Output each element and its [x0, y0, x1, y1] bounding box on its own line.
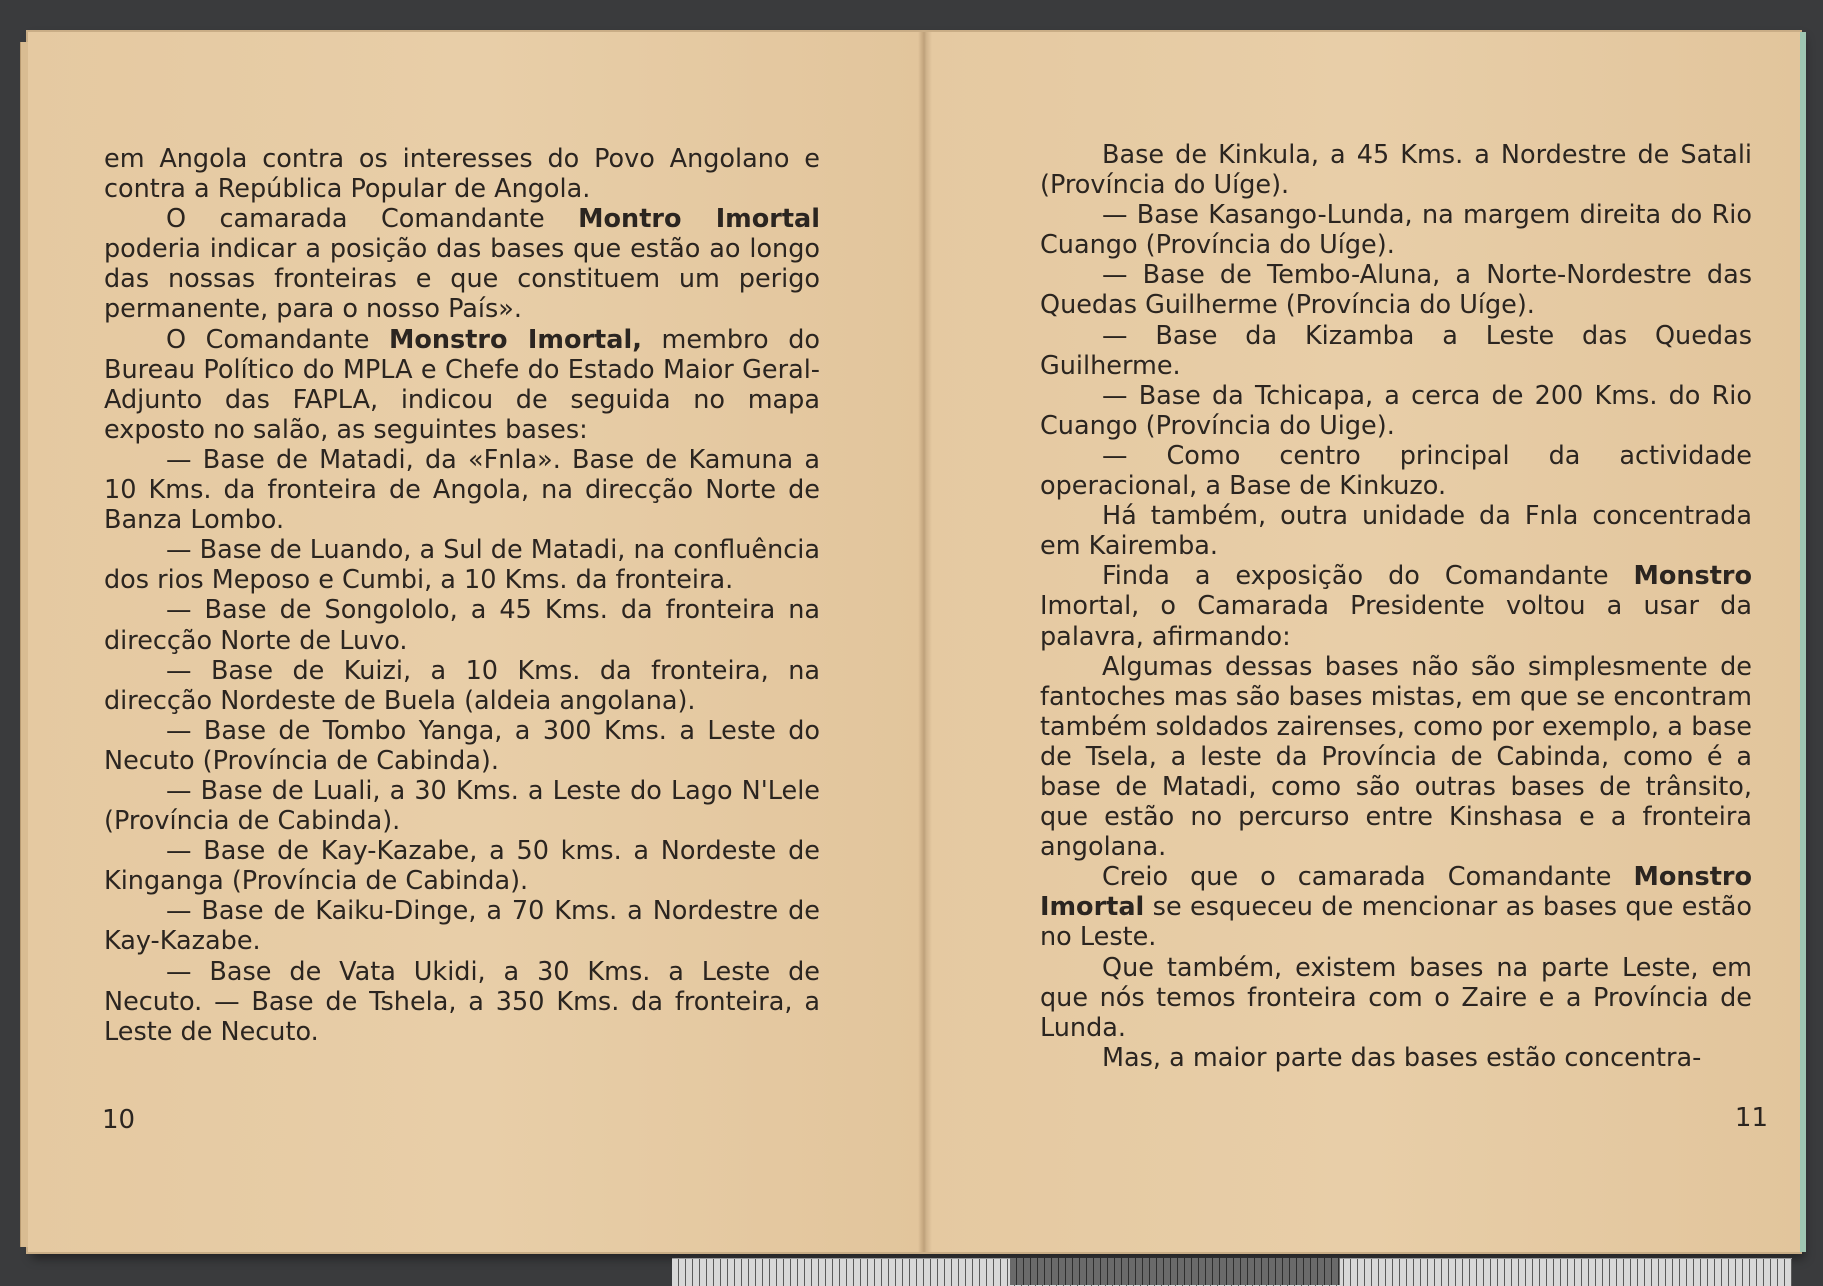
paragraph — [1040, 862, 1752, 952]
page-number-right: 11 — [1734, 1103, 1768, 1133]
bold-name: Monstro Imortal, — [389, 324, 642, 355]
paragraph — [1040, 200, 1752, 260]
text-run: O Comandante — [166, 324, 389, 355]
paragraph — [104, 957, 820, 1047]
right-page-text — [1040, 140, 1752, 1073]
paragraph — [1040, 1043, 1752, 1073]
paragraph — [104, 595, 820, 655]
text-run: Há também, outra unidade da Fnla concentrada em Kairemba. — [1040, 501, 1752, 562]
cover-edge — [1800, 32, 1806, 1252]
paragraph — [104, 716, 820, 776]
bold-name: Montro Imortal — [578, 204, 820, 235]
paragraph — [1040, 441, 1752, 501]
page-number-left: 10 — [102, 1105, 136, 1135]
paragraph — [1040, 381, 1752, 441]
right-page — [924, 32, 1800, 1252]
paragraph — [1040, 561, 1752, 651]
bold-name: Monstro Imortal — [1040, 862, 1752, 923]
text-run: — Como centro principal da actividade operacional, a Base de Kinkuzo. — [1040, 440, 1752, 502]
text-run: — Base de Luali, a 30 Kms. a Leste do Lago N'Lele (Província de Cabinda). — [104, 775, 820, 837]
text-run: — Base de Kuizi, a 10 Kms. da fronteira, na direcção Nordeste de Buela (aldeia angolana). — [104, 655, 820, 716]
text-run: — Base da Kizamba a Leste das Quedas Guilherme. — [1040, 320, 1752, 381]
paragraph — [104, 836, 820, 896]
paragraph — [1040, 260, 1752, 320]
text-run: Mas, a maior parte das bases estão concentra- — [1102, 1042, 1702, 1073]
paragraph — [1040, 140, 1752, 200]
paragraph — [104, 325, 820, 445]
text-run: membro do Bureau Político do MPLA e Chefe do Estado Maior Geral-Adjunto das FAPLA, indicou de seguida no mapa exposto no salão, as seguintes bases: — [104, 324, 820, 445]
text-run: Creio que o camarada Comandante — [1102, 862, 1634, 893]
text-run: Algumas dessas bases não são simplesmente de fantoches mas são bases mistas, em que se encontram também soldados zairenses, como por exemplo, a base de Tsela, a leste da Província de Cabinda, como é a base de Matadi, como são outras bases de trânsito, que estão no percurso entre Kinshasa e a fronteira angolana. — [1040, 651, 1752, 863]
text-run: — Base Kasango-Lunda, na margem direita do Rio Cuango (Província do Uíge). — [1040, 200, 1752, 261]
bold-name: Monstro — [1633, 561, 1752, 592]
text-run: em Angola contra os interesses do Povo Angolano e contra a República Popular de Angola. — [104, 144, 820, 205]
paragraph — [104, 776, 820, 836]
text-run: — Base de Matadi, da «Fnla». Base de Kamuna a 10 Kms. da fronteira de Angola, na direcção Norte de Banza Lombo. — [104, 444, 820, 536]
paragraph — [104, 144, 820, 204]
text-run: — Base da Tchicapa, a cerca de 200 Kms. do Rio Cuango (Província do Uige). — [1040, 380, 1752, 441]
text-run: se esqueceu de mencionar as bases que estão no Leste. — [1040, 892, 1752, 953]
text-run: — Base de Kaiku-Dinge, a 70 Kms. a Nordestre de Kay-Kazabe. — [104, 896, 820, 957]
text-run: O camarada Comandante — [166, 204, 579, 235]
paragraph — [1040, 321, 1752, 381]
scale-ruler-dark-segment — [1010, 1258, 1340, 1285]
paragraph — [104, 896, 820, 956]
text-run: Que também, existem bases na parte Leste, em que nós temos fronteira com o Zaire e a Província de Lunda. — [1040, 952, 1752, 1043]
text-run: — Base de Songololo, a 45 Kms. da fronteira na direcção Norte de Luvo. — [104, 595, 820, 656]
text-run: Finda a exposição do Comandante — [1102, 561, 1634, 592]
text-run: — Base de Kay-Kazabe, a 50 kms. a Nordeste de Kinganga (Província de Cabinda). — [104, 836, 820, 897]
paragraph — [1040, 501, 1752, 561]
book-gutter — [918, 32, 932, 1252]
text-run: — Base de Tembo-Aluna, a Norte-Nordestre das Quedas Guilherme (Província do Uíge). — [1040, 260, 1752, 321]
text-run: poderia indicar a posição das bases que estão ao longo das nossas fronteiras e que constituem um perigo permanente, para o nosso País». — [104, 234, 820, 325]
paragraph — [104, 535, 820, 595]
left-page — [28, 32, 924, 1252]
paragraph — [104, 656, 820, 716]
text-run: — Base de Luando, a Sul de Matadi, na confluência dos rios Meposo e Cumbi, a 10 Kms. da fronteira. — [104, 535, 820, 596]
paragraph — [1040, 652, 1752, 863]
paragraph — [1040, 953, 1752, 1043]
paragraph — [104, 445, 820, 535]
paragraph — [104, 204, 820, 324]
booklet-spread — [28, 32, 1800, 1252]
text-run: — Base de Vata Ukidi, a 30 Kms. a Leste de Necuto. — Base de Tshela, a 350 Kms. da fronteira, a Leste de Necuto. — [104, 956, 820, 1047]
text-run: Imortal, o Camarada Presidente voltou a usar da palavra, afirmando: — [1040, 591, 1752, 652]
text-run: — Base de Tombo Yanga, a 300 Kms. a Leste do Necuto (Província de Cabinda). — [104, 715, 820, 776]
text-run: Base de Kinkula, a 45 Kms. a Nordestre de Satali (Província do Uíge). — [1040, 140, 1752, 201]
left-page-text — [104, 144, 820, 1047]
